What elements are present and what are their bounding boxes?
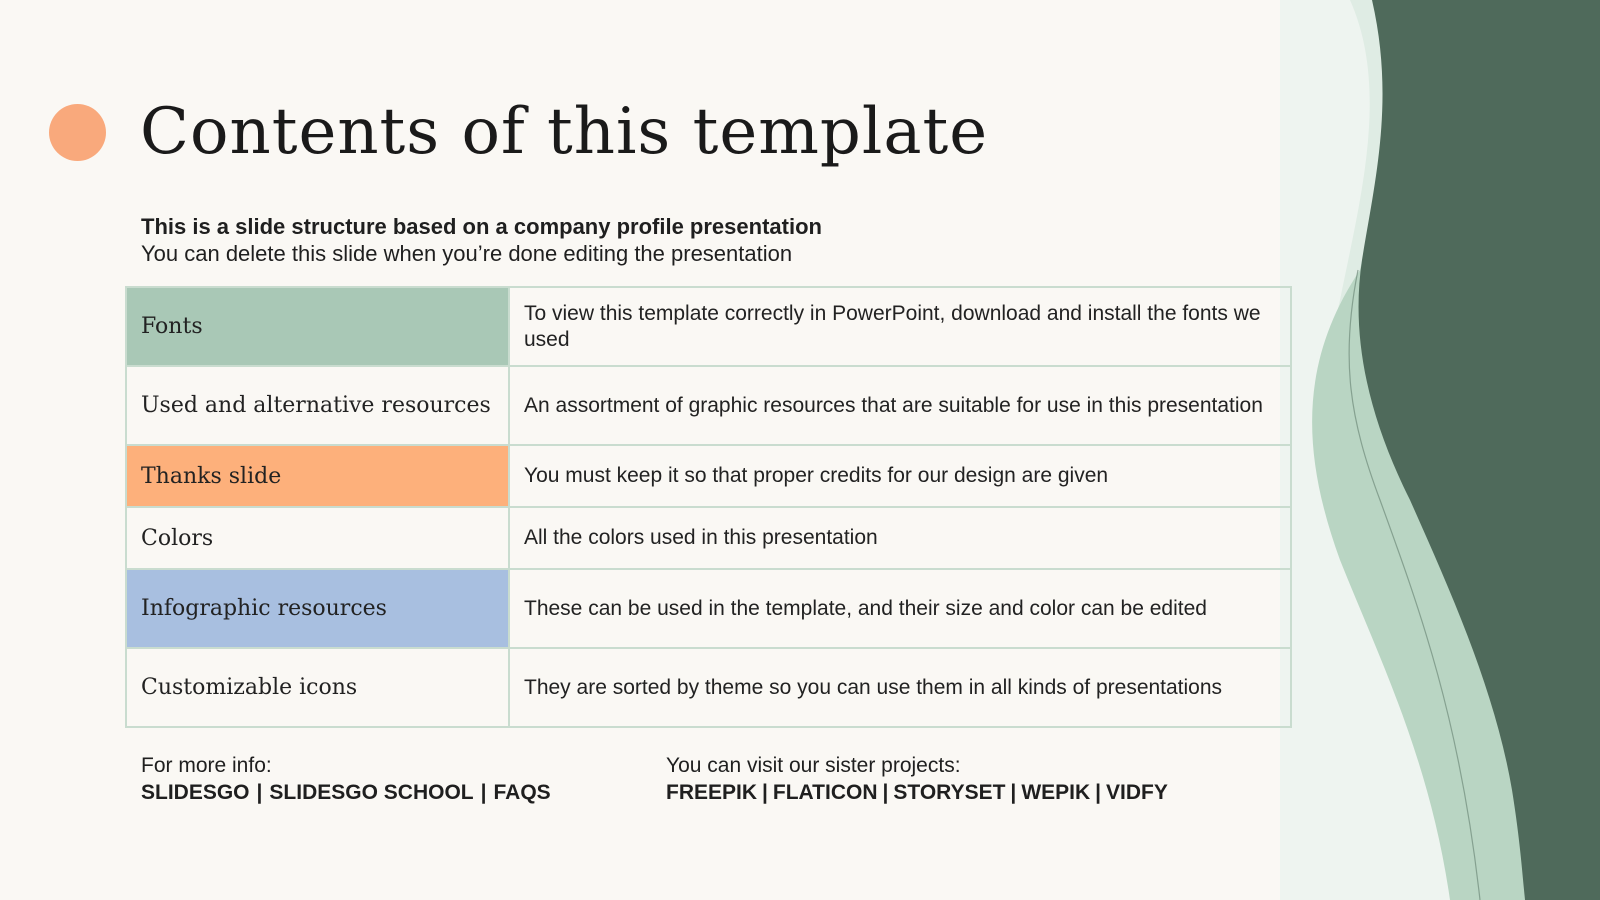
intro-subline: You can delete this slide when you’re done editing the presentation (141, 241, 793, 266)
row-label: Fonts (126, 287, 509, 366)
footer-sister-projects-links (666, 779, 1168, 806)
link-separator: | (256, 781, 263, 804)
row-label: Infographic resources (126, 569, 509, 648)
table-row (126, 507, 1291, 569)
row-description: These can be used in the template, and their size and color can be edited (509, 569, 1291, 648)
link-faqs[interactable]: FAQS (493, 781, 551, 804)
row-label: Customizable icons (126, 648, 509, 727)
link-separator: | (882, 781, 889, 804)
title-bullet-dot (49, 104, 106, 161)
row-description: You must keep it so that proper credits for our design are given (509, 445, 1291, 507)
intro-headline: This is a slide structure based on a company profile presentation (141, 214, 822, 239)
table-row (126, 569, 1291, 648)
link-separator: | (480, 781, 487, 804)
intro-text (141, 213, 822, 267)
link-flaticon[interactable]: FLATICON (772, 781, 878, 804)
link-wepik[interactable]: WEPIK (1021, 781, 1091, 804)
footer-sister-projects-heading: You can visit our sister projects: (666, 754, 961, 777)
link-separator: | (1010, 781, 1017, 804)
decorative-wave-panel (1280, 0, 1600, 900)
footer-sister-projects (666, 752, 1168, 806)
contents-table (125, 286, 1292, 728)
row-label: Colors (126, 507, 509, 569)
slide-title: Contents of this template (140, 95, 989, 169)
link-vidfy[interactable]: VIDFY (1106, 781, 1168, 804)
table-row (126, 287, 1291, 366)
link-storyset[interactable]: STORYSET (893, 781, 1006, 804)
row-description: All the colors used in this presentation (509, 507, 1291, 569)
row-description: They are sorted by theme so you can use them in all kinds of presentations (509, 648, 1291, 727)
footer-more-info-links (141, 779, 551, 806)
table-row (126, 366, 1291, 445)
link-freepik[interactable]: FREEPIK (666, 781, 758, 804)
link-slidesgo[interactable]: SLIDESGO (141, 781, 250, 804)
row-description: An assortment of graphic resources that are suitable for use in this presentation (509, 366, 1291, 445)
table-row (126, 648, 1291, 727)
link-slidesgo-school[interactable]: SLIDESGO SCHOOL (269, 781, 474, 804)
row-description: To view this template correctly in PowerPoint, download and install the fonts we used (509, 287, 1291, 366)
link-separator: | (762, 781, 768, 804)
row-label: Thanks slide (126, 445, 509, 507)
footer-more-info-heading: For more info: (141, 754, 272, 777)
table-row (126, 445, 1291, 507)
footer-more-info (141, 752, 551, 806)
link-separator: | (1095, 781, 1102, 804)
row-label: Used and alternative resources (126, 366, 509, 445)
